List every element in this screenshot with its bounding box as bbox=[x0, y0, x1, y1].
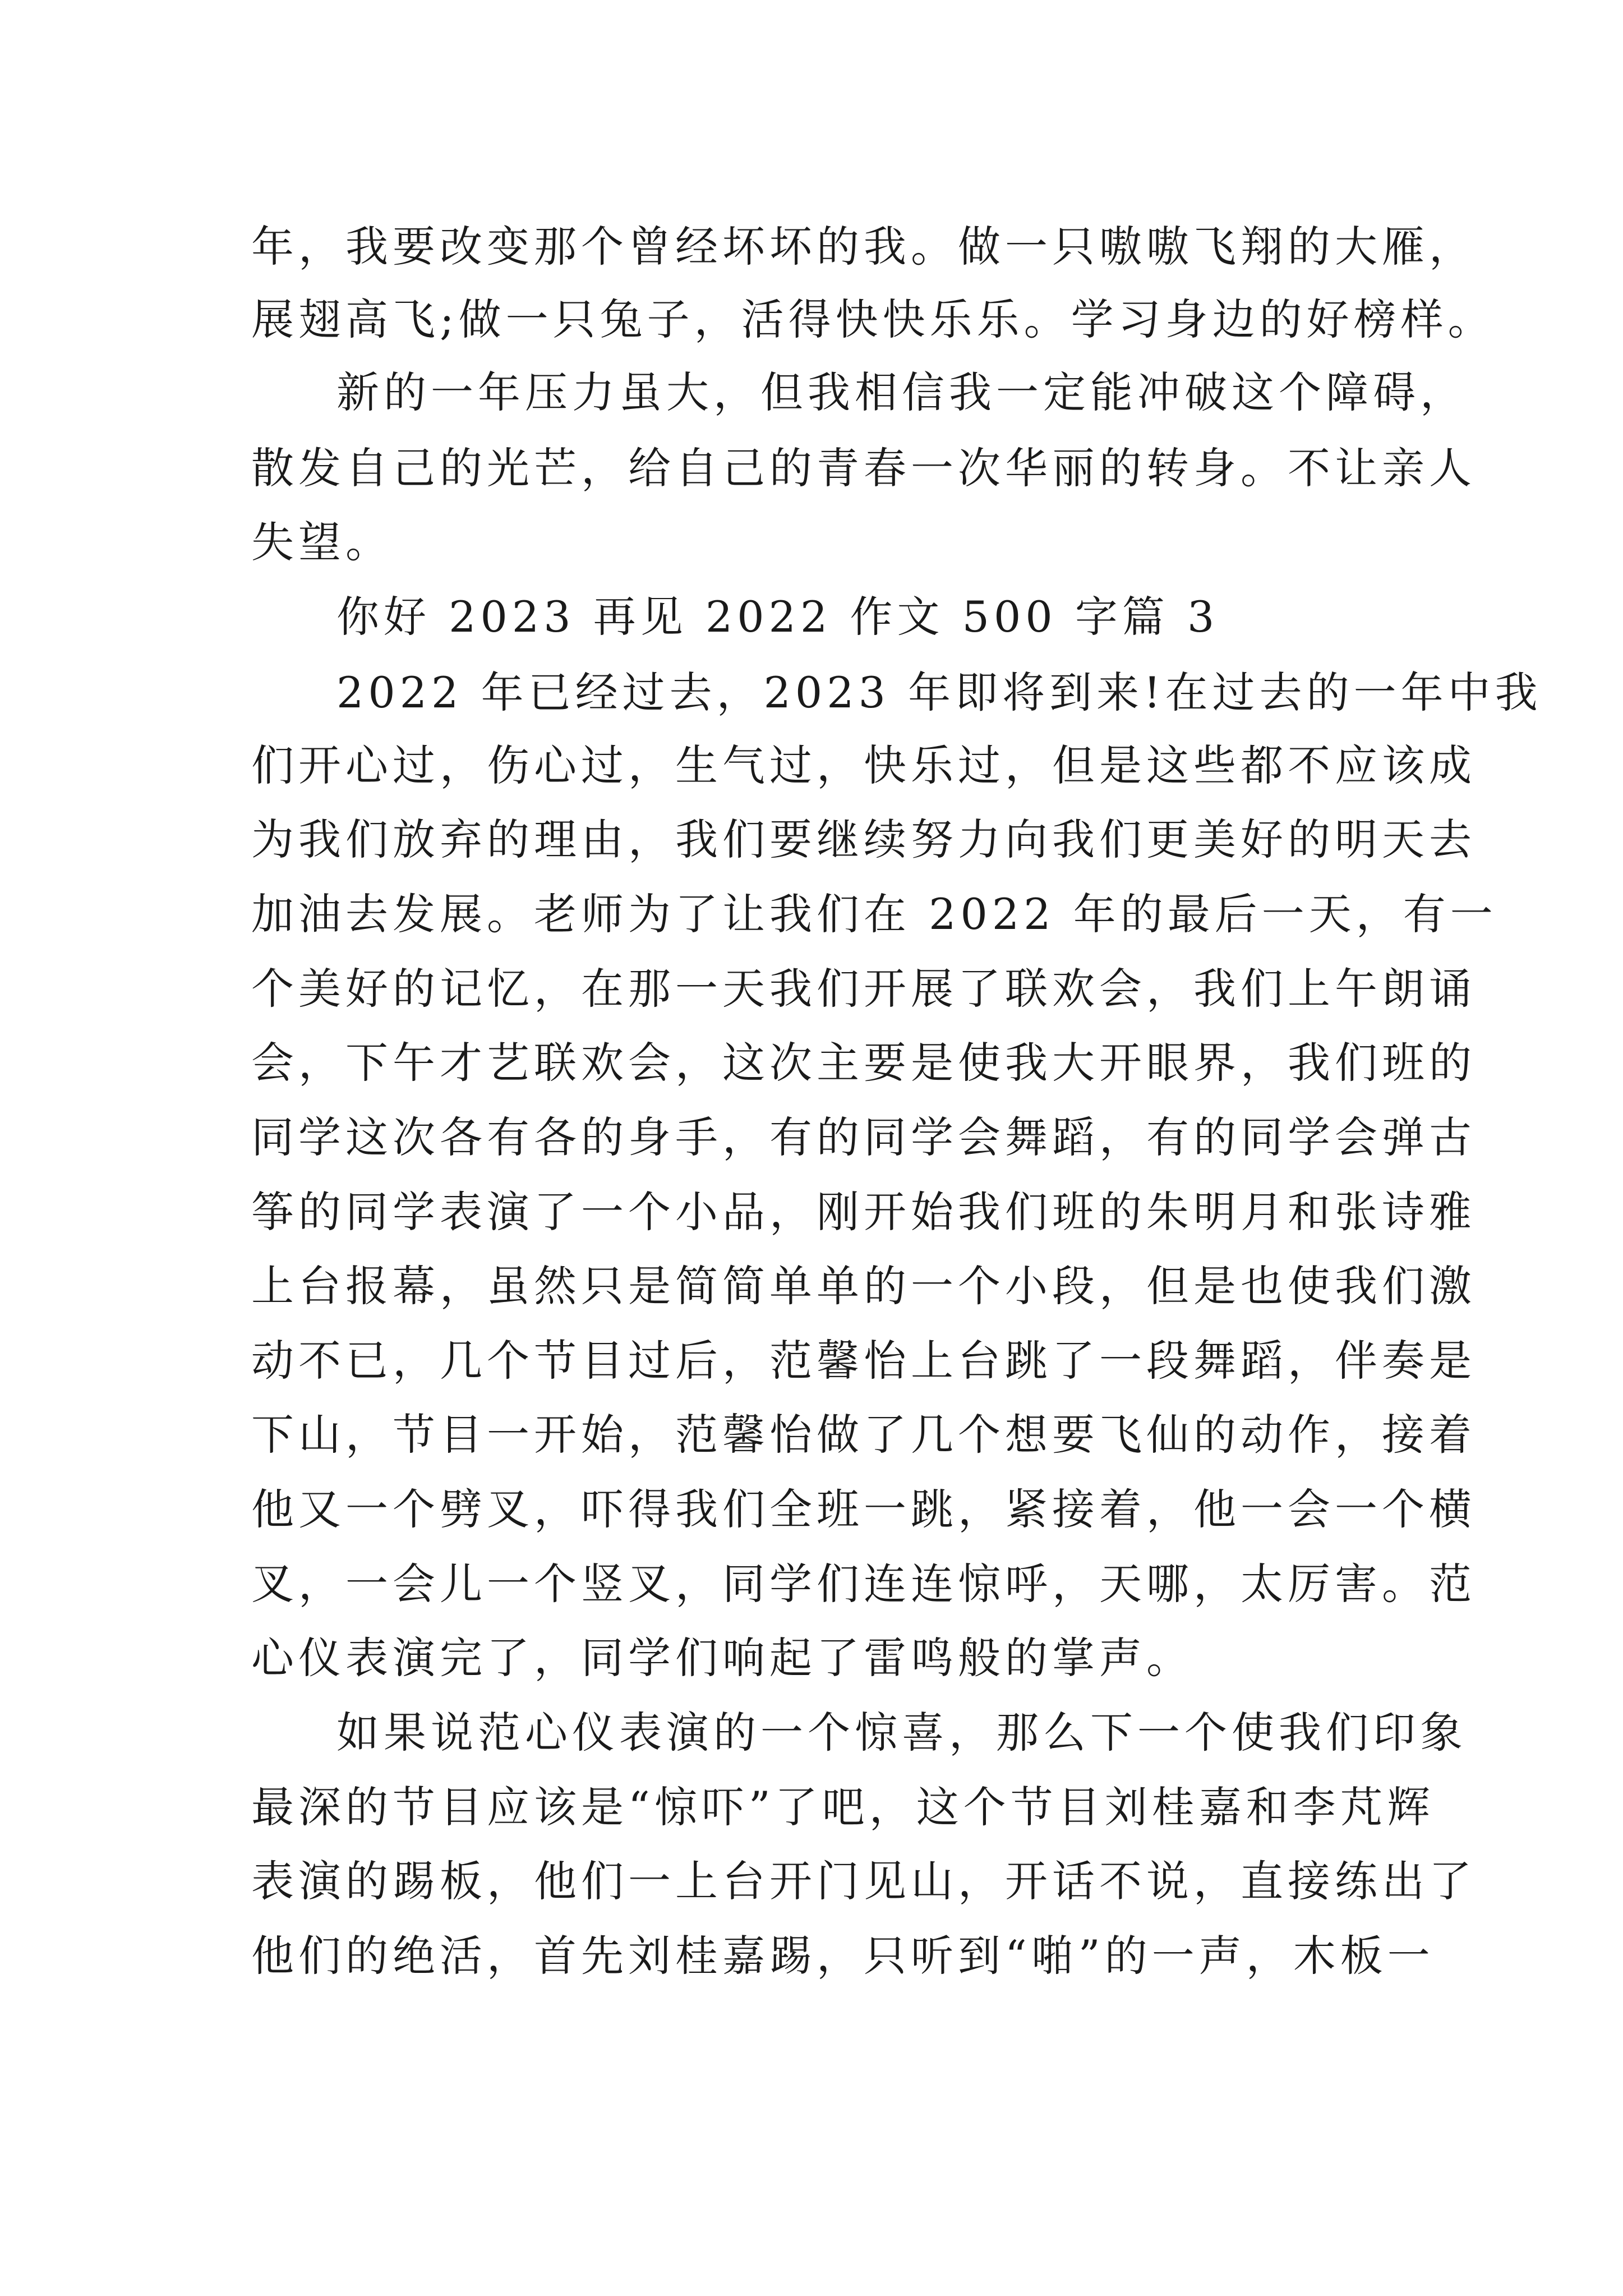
text-line: 们开心过，伤心过，生气过，快乐过，但是这些都不应该成 bbox=[251, 740, 1476, 790]
text-line: 加油去发展。老师为了让我们在 2022 年的最后一天，有一 bbox=[251, 889, 1497, 939]
text-line: 为我们放弃的理由，我们要继续努力向我们更美好的明天去 bbox=[251, 815, 1476, 864]
section-heading: 你好 2023 再见 2022 作文 500 字篇 3 bbox=[336, 592, 1219, 642]
text-line: 表演的踢板，他们一上台开门见山，开话不说，直接练出了 bbox=[251, 1856, 1476, 1906]
text-line: 筝的同学表演了一个小品，刚开始我们班的朱明月和张诗雅 bbox=[251, 1187, 1476, 1237]
text-line: 失望。 bbox=[251, 517, 393, 567]
text-line: 叉，一会儿一个竖叉，同学们连连惊呼，天哪，太厉害。范 bbox=[251, 1559, 1476, 1609]
text-line: 动不已，几个节目过后，范馨怡上台跳了一段舞蹈，伴奏是 bbox=[251, 1336, 1476, 1386]
text-line: 他又一个劈叉，吓得我们全班一跳，紧接着，他一会一个横 bbox=[251, 1484, 1476, 1534]
text-line: 年，我要改变那个曾经坏坏的我。做一只嗷嗷飞翔的大雁， bbox=[251, 222, 1476, 272]
paragraph-first-line: 新的一年压力虽大，但我相信我一定能冲破这个障碍， bbox=[336, 367, 1467, 417]
text-line: 他们的绝活，首先刘桂嘉踢，只听到“啪”的一声，木板一 bbox=[251, 1931, 1435, 1981]
paragraph-first-line: 2022 年已经过去，2023 年即将到来!在过去的一年中我 bbox=[336, 668, 1542, 717]
text-line: 展翅高飞;做一只兔子，活得快快乐乐。学习身边的好榜样。 bbox=[251, 295, 1495, 344]
text-line: 心仪表演完了，同学们响起了雷鸣般的掌声。 bbox=[251, 1633, 1193, 1683]
text-line: 最深的节目应该是“惊吓”了吧，这个节目刘桂嘉和李芃辉 bbox=[251, 1782, 1435, 1832]
text-line: 上台报幕，虽然只是简简单单的一个小段，但是也使我们激 bbox=[251, 1261, 1476, 1311]
paragraph-first-line: 如果说范心仪表演的一个惊喜，那么下一个使我们印象 bbox=[336, 1708, 1467, 1757]
text-line: 会，下午才艺联欢会，这次主要是使我大开眼界，我们班的 bbox=[251, 1038, 1476, 1088]
text-line: 个美好的记忆，在那一天我们开展了联欢会，我们上午朗诵 bbox=[251, 964, 1476, 1014]
text-line: 散发自己的光芒，给自己的青春一次华丽的转身。不让亲人 bbox=[251, 443, 1476, 493]
text-line: 同学这次各有各的身手，有的同学会舞蹈，有的同学会弹古 bbox=[251, 1112, 1476, 1162]
text-line: 下山，节目一开始，范馨怡做了几个想要飞仙的动作，接着 bbox=[251, 1410, 1476, 1460]
